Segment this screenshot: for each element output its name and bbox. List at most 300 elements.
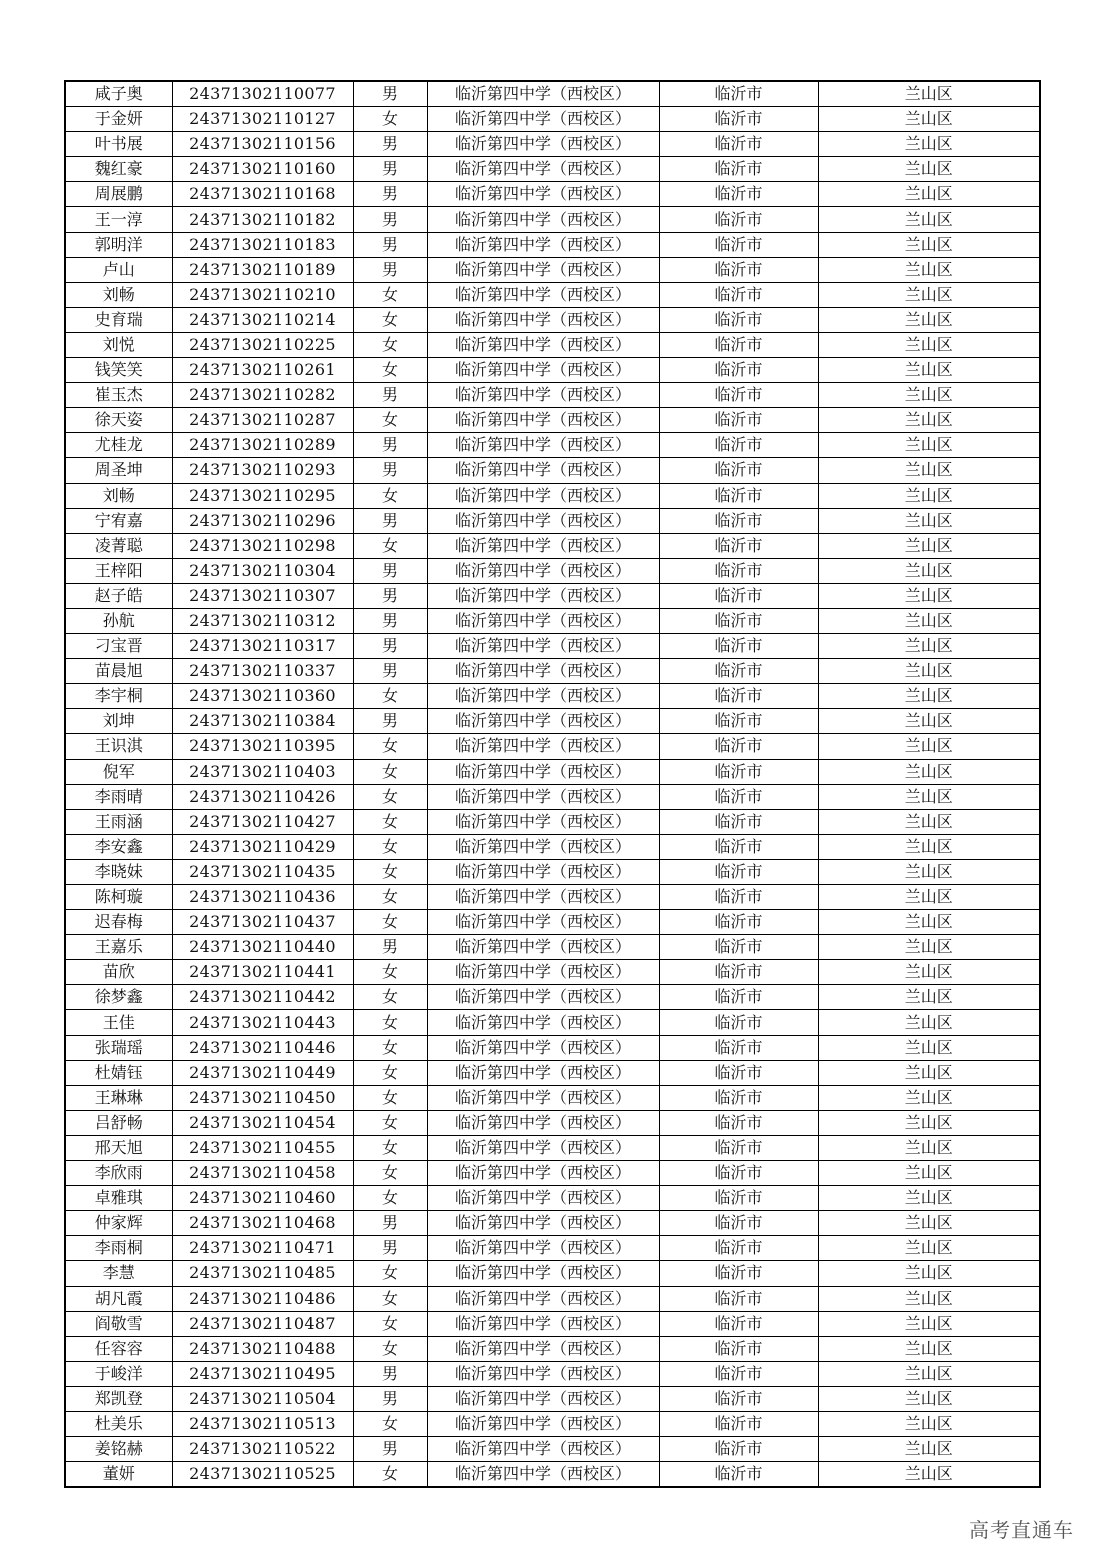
exam-id-cell: 24371302110450 — [172, 1085, 353, 1110]
exam-id-cell: 24371302110360 — [172, 684, 353, 709]
student-name-cell: 仲家辉 — [65, 1211, 172, 1236]
city-cell: 临沂市 — [659, 659, 818, 684]
school-cell: 临沂第四中学（西校区） — [427, 1411, 659, 1436]
exam-id-cell: 24371302110443 — [172, 1010, 353, 1035]
gender-cell: 男 — [353, 1437, 427, 1462]
gender-cell: 女 — [353, 1010, 427, 1035]
school-cell: 临沂第四中学（西校区） — [427, 332, 659, 357]
exam-id-cell: 24371302110182 — [172, 207, 353, 232]
district-cell: 兰山区 — [818, 182, 1040, 207]
exam-id-cell: 24371302110441 — [172, 960, 353, 985]
city-cell: 临沂市 — [659, 257, 818, 282]
table-row — [65, 885, 1040, 910]
gender-cell: 男 — [353, 1361, 427, 1386]
table-row — [65, 1161, 1040, 1186]
city-cell: 临沂市 — [659, 332, 818, 357]
student-name-cell: 徐天姿 — [65, 408, 172, 433]
district-cell: 兰山区 — [818, 960, 1040, 985]
district-cell: 兰山区 — [818, 1085, 1040, 1110]
exam-id-cell: 24371302110214 — [172, 307, 353, 332]
school-cell: 临沂第四中学（西校区） — [427, 157, 659, 182]
gender-cell: 女 — [353, 809, 427, 834]
district-cell: 兰山区 — [818, 107, 1040, 132]
table-row — [65, 257, 1040, 282]
exam-id-cell: 24371302110317 — [172, 634, 353, 659]
table-row — [65, 809, 1040, 834]
student-name-cell: 李欣雨 — [65, 1161, 172, 1186]
city-cell: 临沂市 — [659, 1060, 818, 1085]
table-row — [65, 232, 1040, 257]
student-name-cell: 王琳琳 — [65, 1085, 172, 1110]
city-cell: 临沂市 — [659, 383, 818, 408]
table-row — [65, 282, 1040, 307]
student-name-cell: 叶书展 — [65, 132, 172, 157]
district-cell: 兰山区 — [818, 1411, 1040, 1436]
school-cell: 临沂第四中学（西校区） — [427, 282, 659, 307]
district-cell: 兰山区 — [818, 1186, 1040, 1211]
district-cell: 兰山区 — [818, 659, 1040, 684]
city-cell: 临沂市 — [659, 1186, 818, 1211]
roster-table — [64, 80, 1041, 1488]
table-row — [65, 608, 1040, 633]
gender-cell: 男 — [353, 634, 427, 659]
school-cell: 临沂第四中学（西校区） — [427, 1085, 659, 1110]
table-row — [65, 1386, 1040, 1411]
gender-cell: 女 — [353, 533, 427, 558]
school-cell: 临沂第四中学（西校区） — [427, 885, 659, 910]
city-cell: 临沂市 — [659, 910, 818, 935]
district-cell: 兰山区 — [818, 1060, 1040, 1085]
gender-cell: 女 — [353, 1261, 427, 1286]
district-cell: 兰山区 — [818, 1236, 1040, 1261]
city-cell: 临沂市 — [659, 935, 818, 960]
city-cell: 临沂市 — [659, 960, 818, 985]
table-row — [65, 182, 1040, 207]
city-cell: 临沂市 — [659, 358, 818, 383]
district-cell: 兰山区 — [818, 508, 1040, 533]
district-cell: 兰山区 — [818, 458, 1040, 483]
student-name-cell: 凌菁聪 — [65, 533, 172, 558]
table-row — [65, 1236, 1040, 1261]
city-cell: 临沂市 — [659, 1035, 818, 1060]
student-name-cell: 李雨桐 — [65, 1236, 172, 1261]
exam-id-cell: 24371302110160 — [172, 157, 353, 182]
exam-id-cell: 24371302110468 — [172, 1211, 353, 1236]
district-cell: 兰山区 — [818, 709, 1040, 734]
school-cell: 临沂第四中学（西校区） — [427, 784, 659, 809]
exam-id-cell: 24371302110189 — [172, 257, 353, 282]
gender-cell: 女 — [353, 910, 427, 935]
district-cell: 兰山区 — [818, 358, 1040, 383]
school-cell: 临沂第四中学（西校区） — [427, 935, 659, 960]
district-cell: 兰山区 — [818, 935, 1040, 960]
exam-id-cell: 24371302110435 — [172, 859, 353, 884]
table-row — [65, 1110, 1040, 1135]
student-name-cell: 姜铭赫 — [65, 1437, 172, 1462]
district-cell: 兰山区 — [818, 558, 1040, 583]
city-cell: 临沂市 — [659, 1286, 818, 1311]
exam-id-cell: 24371302110426 — [172, 784, 353, 809]
gender-cell: 男 — [353, 433, 427, 458]
school-cell: 临沂第四中学（西校区） — [427, 1462, 659, 1488]
gender-cell: 女 — [353, 282, 427, 307]
city-cell: 临沂市 — [659, 784, 818, 809]
table-row — [65, 1085, 1040, 1110]
table-row — [65, 910, 1040, 935]
student-name-cell: 李安鑫 — [65, 834, 172, 859]
student-name-cell: 胡凡霞 — [65, 1286, 172, 1311]
table-row — [65, 583, 1040, 608]
district-cell: 兰山区 — [818, 1211, 1040, 1236]
gender-cell: 女 — [353, 1336, 427, 1361]
table-row — [65, 132, 1040, 157]
exam-id-cell: 24371302110077 — [172, 81, 353, 107]
district-cell: 兰山区 — [818, 684, 1040, 709]
student-name-cell: 吕舒畅 — [65, 1110, 172, 1135]
school-cell: 临沂第四中学（西校区） — [427, 859, 659, 884]
gender-cell: 女 — [353, 1186, 427, 1211]
district-cell: 兰山区 — [818, 433, 1040, 458]
district-cell: 兰山区 — [818, 1286, 1040, 1311]
city-cell: 临沂市 — [659, 1135, 818, 1160]
city-cell: 临沂市 — [659, 684, 818, 709]
school-cell: 临沂第四中学（西校区） — [427, 1186, 659, 1211]
student-name-cell: 孙航 — [65, 608, 172, 633]
gender-cell: 女 — [353, 1060, 427, 1085]
school-cell: 临沂第四中学（西校区） — [427, 834, 659, 859]
district-cell: 兰山区 — [818, 1437, 1040, 1462]
exam-id-cell: 24371302110495 — [172, 1361, 353, 1386]
exam-id-cell: 24371302110486 — [172, 1286, 353, 1311]
city-cell: 临沂市 — [659, 182, 818, 207]
gender-cell: 男 — [353, 659, 427, 684]
gender-cell: 女 — [353, 332, 427, 357]
table-row — [65, 408, 1040, 433]
table-row — [65, 935, 1040, 960]
school-cell: 临沂第四中学（西校区） — [427, 558, 659, 583]
district-cell: 兰山区 — [818, 132, 1040, 157]
exam-id-cell: 24371302110304 — [172, 558, 353, 583]
school-cell: 临沂第四中学（西校区） — [427, 1311, 659, 1336]
district-cell: 兰山区 — [818, 1336, 1040, 1361]
exam-id-cell: 24371302110442 — [172, 985, 353, 1010]
gender-cell: 女 — [353, 985, 427, 1010]
city-cell: 临沂市 — [659, 433, 818, 458]
student-name-cell: 周圣坤 — [65, 458, 172, 483]
city-cell: 临沂市 — [659, 207, 818, 232]
school-cell: 临沂第四中学（西校区） — [427, 508, 659, 533]
school-cell: 临沂第四中学（西校区） — [427, 634, 659, 659]
gender-cell: 男 — [353, 935, 427, 960]
student-name-cell: 李晓妹 — [65, 859, 172, 884]
district-cell: 兰山区 — [818, 257, 1040, 282]
gender-cell: 女 — [353, 1110, 427, 1135]
student-name-cell: 邢天旭 — [65, 1135, 172, 1160]
student-name-cell: 刘坤 — [65, 709, 172, 734]
city-cell: 临沂市 — [659, 232, 818, 257]
table-row — [65, 859, 1040, 884]
student-name-cell: 赵子皓 — [65, 583, 172, 608]
gender-cell: 女 — [353, 1161, 427, 1186]
table-row — [65, 533, 1040, 558]
exam-id-cell: 24371302110460 — [172, 1186, 353, 1211]
city-cell: 临沂市 — [659, 634, 818, 659]
gender-cell: 男 — [353, 257, 427, 282]
city-cell: 临沂市 — [659, 885, 818, 910]
city-cell: 临沂市 — [659, 408, 818, 433]
district-cell: 兰山区 — [818, 634, 1040, 659]
gender-cell: 男 — [353, 157, 427, 182]
table-row — [65, 383, 1040, 408]
city-cell: 临沂市 — [659, 1236, 818, 1261]
student-name-cell: 王识淇 — [65, 734, 172, 759]
city-cell: 临沂市 — [659, 157, 818, 182]
exam-id-cell: 24371302110289 — [172, 433, 353, 458]
gender-cell: 女 — [353, 834, 427, 859]
exam-id-cell: 24371302110485 — [172, 1261, 353, 1286]
city-cell: 临沂市 — [659, 533, 818, 558]
gender-cell: 女 — [353, 358, 427, 383]
gender-cell: 女 — [353, 784, 427, 809]
table-row — [65, 1135, 1040, 1160]
school-cell: 临沂第四中学（西校区） — [427, 358, 659, 383]
school-cell: 临沂第四中学（西校区） — [427, 659, 659, 684]
city-cell: 临沂市 — [659, 81, 818, 107]
table-row — [65, 734, 1040, 759]
exam-id-cell: 24371302110293 — [172, 458, 353, 483]
exam-id-cell: 24371302110436 — [172, 885, 353, 910]
gender-cell: 女 — [353, 734, 427, 759]
city-cell: 临沂市 — [659, 709, 818, 734]
gender-cell: 女 — [353, 759, 427, 784]
city-cell: 临沂市 — [659, 583, 818, 608]
student-name-cell: 王佳 — [65, 1010, 172, 1035]
table-row — [65, 834, 1040, 859]
table-row — [65, 1361, 1040, 1386]
gender-cell: 男 — [353, 508, 427, 533]
city-cell: 临沂市 — [659, 508, 818, 533]
gender-cell: 男 — [353, 458, 427, 483]
table-row — [65, 358, 1040, 383]
school-cell: 临沂第四中学（西校区） — [427, 684, 659, 709]
school-cell: 临沂第四中学（西校区） — [427, 257, 659, 282]
city-cell: 临沂市 — [659, 1085, 818, 1110]
student-name-cell: 杜婧钰 — [65, 1060, 172, 1085]
table-row — [65, 1186, 1040, 1211]
school-cell: 临沂第四中学（西校区） — [427, 1135, 659, 1160]
student-name-cell: 王一淳 — [65, 207, 172, 232]
school-cell: 临沂第四中学（西校区） — [427, 1035, 659, 1060]
gender-cell: 男 — [353, 1236, 427, 1261]
table-row — [65, 759, 1040, 784]
district-cell: 兰山区 — [818, 834, 1040, 859]
school-cell: 临沂第四中学（西校区） — [427, 734, 659, 759]
city-cell: 临沂市 — [659, 282, 818, 307]
school-cell: 临沂第四中学（西校区） — [427, 1261, 659, 1286]
city-cell: 临沂市 — [659, 558, 818, 583]
student-name-cell: 郑凯登 — [65, 1386, 172, 1411]
school-cell: 临沂第四中学（西校区） — [427, 383, 659, 408]
exam-id-cell: 24371302110504 — [172, 1386, 353, 1411]
exam-id-cell: 24371302110455 — [172, 1135, 353, 1160]
school-cell: 临沂第四中学（西校区） — [427, 81, 659, 107]
school-cell: 临沂第四中学（西校区） — [427, 533, 659, 558]
school-cell: 临沂第四中学（西校区） — [427, 985, 659, 1010]
student-name-cell: 卢山 — [65, 257, 172, 282]
table-row — [65, 1336, 1040, 1361]
exam-id-cell: 24371302110225 — [172, 332, 353, 357]
school-cell: 临沂第四中学（西校区） — [427, 1336, 659, 1361]
student-name-cell: 苗晨旭 — [65, 659, 172, 684]
city-cell: 临沂市 — [659, 1161, 818, 1186]
gender-cell: 男 — [353, 608, 427, 633]
city-cell: 临沂市 — [659, 608, 818, 633]
district-cell: 兰山区 — [818, 784, 1040, 809]
exam-id-cell: 24371302110395 — [172, 734, 353, 759]
table-row — [65, 659, 1040, 684]
exam-id-cell: 24371302110454 — [172, 1110, 353, 1135]
student-name-cell: 魏红豪 — [65, 157, 172, 182]
exam-id-cell: 24371302110437 — [172, 910, 353, 935]
gender-cell: 男 — [353, 232, 427, 257]
exam-id-cell: 24371302110525 — [172, 1462, 353, 1488]
city-cell: 临沂市 — [659, 809, 818, 834]
district-cell: 兰山区 — [818, 809, 1040, 834]
student-name-cell: 苗欣 — [65, 960, 172, 985]
gender-cell: 男 — [353, 1386, 427, 1411]
exam-id-cell: 24371302110183 — [172, 232, 353, 257]
school-cell: 临沂第四中学（西校区） — [427, 1161, 659, 1186]
table-row — [65, 433, 1040, 458]
table-row — [65, 81, 1040, 107]
district-cell: 兰山区 — [818, 583, 1040, 608]
school-cell: 临沂第四中学（西校区） — [427, 433, 659, 458]
table-row — [65, 1060, 1040, 1085]
school-cell: 临沂第四中学（西校区） — [427, 709, 659, 734]
gender-cell: 女 — [353, 684, 427, 709]
student-name-cell: 崔玉杰 — [65, 383, 172, 408]
city-cell: 临沂市 — [659, 734, 818, 759]
gender-cell: 女 — [353, 885, 427, 910]
student-name-cell: 迟春梅 — [65, 910, 172, 935]
student-name-cell: 宁宥嘉 — [65, 508, 172, 533]
table-row — [65, 157, 1040, 182]
school-cell: 临沂第四中学（西校区） — [427, 759, 659, 784]
district-cell: 兰山区 — [818, 383, 1040, 408]
table-row — [65, 1211, 1040, 1236]
gender-cell: 女 — [353, 408, 427, 433]
student-name-cell: 卓雅琪 — [65, 1186, 172, 1211]
district-cell: 兰山区 — [818, 1462, 1040, 1488]
exam-id-cell: 24371302110471 — [172, 1236, 353, 1261]
table-row — [65, 307, 1040, 332]
gender-cell: 女 — [353, 1462, 427, 1488]
exam-id-cell: 24371302110446 — [172, 1035, 353, 1060]
table-row — [65, 458, 1040, 483]
student-name-cell: 钱笑笑 — [65, 358, 172, 383]
district-cell: 兰山区 — [818, 1311, 1040, 1336]
table-row — [65, 107, 1040, 132]
student-name-cell: 刁宝晋 — [65, 634, 172, 659]
district-cell: 兰山区 — [818, 232, 1040, 257]
district-cell: 兰山区 — [818, 1035, 1040, 1060]
student-name-cell: 倪军 — [65, 759, 172, 784]
district-cell: 兰山区 — [818, 1386, 1040, 1411]
district-cell: 兰山区 — [818, 1135, 1040, 1160]
gender-cell: 男 — [353, 207, 427, 232]
table-row — [65, 1286, 1040, 1311]
exam-id-cell: 24371302110458 — [172, 1161, 353, 1186]
city-cell: 临沂市 — [659, 1336, 818, 1361]
table-row — [65, 960, 1040, 985]
district-cell: 兰山区 — [818, 207, 1040, 232]
exam-id-cell: 24371302110487 — [172, 1311, 353, 1336]
exam-id-cell: 24371302110282 — [172, 383, 353, 408]
gender-cell: 男 — [353, 1211, 427, 1236]
district-cell: 兰山区 — [818, 910, 1040, 935]
district-cell: 兰山区 — [818, 332, 1040, 357]
gender-cell: 男 — [353, 583, 427, 608]
city-cell: 临沂市 — [659, 1261, 818, 1286]
exam-id-cell: 24371302110403 — [172, 759, 353, 784]
district-cell: 兰山区 — [818, 1261, 1040, 1286]
student-name-cell: 郭明洋 — [65, 232, 172, 257]
exam-id-cell: 24371302110513 — [172, 1411, 353, 1436]
district-cell: 兰山区 — [818, 734, 1040, 759]
city-cell: 临沂市 — [659, 1110, 818, 1135]
student-name-cell: 于峻洋 — [65, 1361, 172, 1386]
student-name-cell: 史育瑞 — [65, 307, 172, 332]
district-cell: 兰山区 — [818, 1361, 1040, 1386]
exam-id-cell: 24371302110488 — [172, 1336, 353, 1361]
table-row — [65, 1261, 1040, 1286]
city-cell: 临沂市 — [659, 1211, 818, 1236]
gender-cell: 女 — [353, 307, 427, 332]
exam-id-cell: 24371302110156 — [172, 132, 353, 157]
gender-cell: 女 — [353, 1135, 427, 1160]
table-row — [65, 709, 1040, 734]
gender-cell: 女 — [353, 483, 427, 508]
exam-id-cell: 24371302110337 — [172, 659, 353, 684]
exam-id-cell: 24371302110307 — [172, 583, 353, 608]
city-cell: 临沂市 — [659, 1437, 818, 1462]
gender-cell: 男 — [353, 383, 427, 408]
gender-cell: 男 — [353, 709, 427, 734]
student-name-cell: 任容容 — [65, 1336, 172, 1361]
roster-table-body — [65, 81, 1040, 1487]
district-cell: 兰山区 — [818, 307, 1040, 332]
exam-id-cell: 24371302110210 — [172, 282, 353, 307]
city-cell: 临沂市 — [659, 834, 818, 859]
gender-cell: 女 — [353, 1085, 427, 1110]
gender-cell: 男 — [353, 132, 427, 157]
city-cell: 临沂市 — [659, 132, 818, 157]
exam-id-cell: 24371302110261 — [172, 358, 353, 383]
table-row — [65, 684, 1040, 709]
district-cell: 兰山区 — [818, 483, 1040, 508]
gender-cell: 女 — [353, 1035, 427, 1060]
district-cell: 兰山区 — [818, 985, 1040, 1010]
table-row — [65, 207, 1040, 232]
student-name-cell: 徐梦鑫 — [65, 985, 172, 1010]
table-row — [65, 985, 1040, 1010]
school-cell: 临沂第四中学（西校区） — [427, 483, 659, 508]
gender-cell: 女 — [353, 859, 427, 884]
district-cell: 兰山区 — [818, 282, 1040, 307]
city-cell: 临沂市 — [659, 458, 818, 483]
school-cell: 临沂第四中学（西校区） — [427, 608, 659, 633]
school-cell: 临沂第四中学（西校区） — [427, 1386, 659, 1411]
